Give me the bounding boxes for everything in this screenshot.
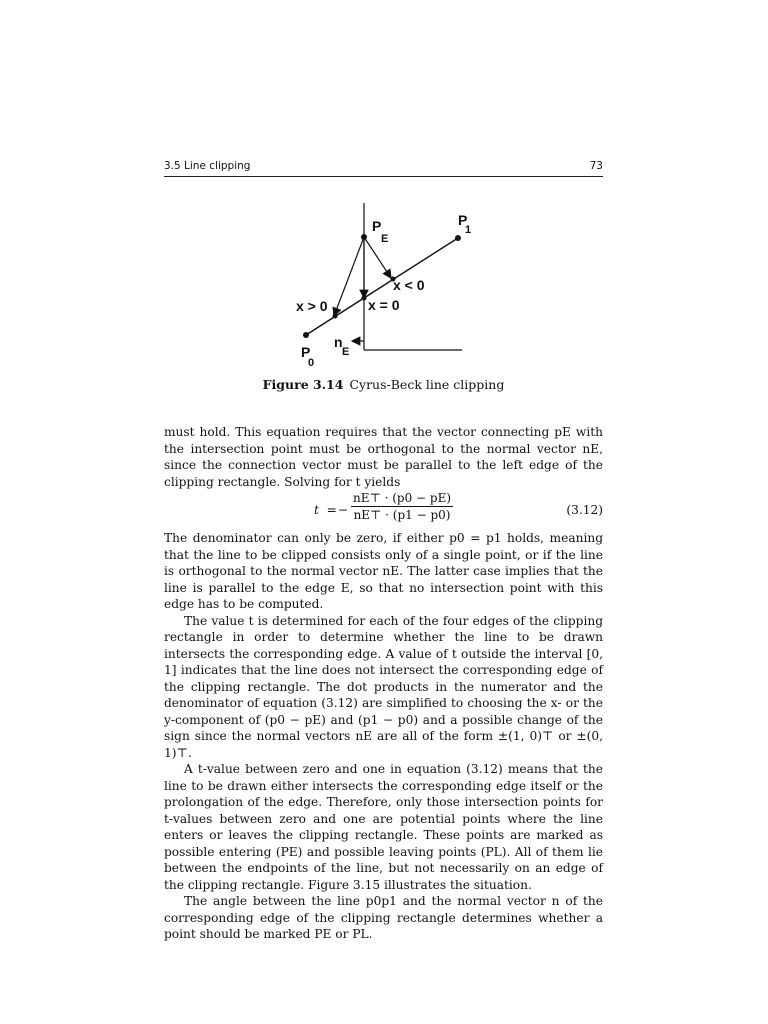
label-x-lt: x < 0 (393, 277, 425, 293)
paragraph-1: must hold. This equation requires that the vector connecting pE with the intersection point must be orthogonal to the normal vector nE, since the connection vector must be parallel to the left edge of the clipping rectangle. Solving for t yields (164, 425, 603, 489)
cyrus-beck-figure (260, 195, 510, 380)
point-p1 (455, 235, 461, 241)
vector-pe-to-gt (334, 237, 364, 316)
label-ne-sub: E (342, 346, 350, 358)
eq-minus: − (338, 503, 349, 517)
point-pe (361, 234, 367, 240)
eq-fraction (351, 490, 453, 523)
label-pe-sub: E (381, 233, 389, 245)
page-number: 73 (589, 160, 603, 172)
label-p0: P (301, 344, 311, 360)
eq-numerator: nE⊤ · (p0 − pE) (353, 491, 452, 505)
eq-lhs: t = (314, 503, 337, 517)
paragraph-5: The angle between the line p0p1 and the normal vector n of the corresponding edge of the clipping rectangle determines whether a point should be marked PE or PL. (164, 894, 603, 941)
figure-caption (164, 377, 603, 392)
eq-label: (3.12) (566, 503, 603, 517)
label-p1-sub: 1 (465, 224, 472, 236)
section-title: 3.5 Line clipping (164, 160, 251, 172)
label-x-gt: x > 0 (296, 298, 328, 314)
running-header (164, 160, 603, 177)
paragraph-4: A t-value between zero and one in equation (3.12) means that the line to be drawn either intersects the corresponding edge itself or the prolongation of the edge. Therefore, only those intersection points for t-values between zero and one are potential points where the line enters or leaves the clipping rectangle. These points are marked as possible entering (PE) and possible leaving points (PL). All of them lie between the endpoints of the line, but not necessarily on an edge of the clipping rectangle. Figure 3.15 illustrates the situation. (164, 762, 603, 892)
line-p0-p1 (306, 238, 458, 335)
caption-text: Cyrus-Beck line clipping (349, 377, 505, 392)
paragraph-3: The value t is determined for each of the four edges of the clipping rectangle in order to determine whether the line to be drawn intersects the corresponding edge. A value of t outside the interval [0, 1] indicates that the line does not intersect the corresponding edge of the clipping rectangle. The dot products in the numerator and the denominator of equation (3.12) are simplified to choosing the x- or the y-component of (p0 − pE) and (p1 − p0) and a possible change of the sign since the normal vectors nE are all of the form ±(1, 0)⊤ or ±(0, 1)⊤. (164, 613, 603, 760)
label-p0-sub: 0 (308, 357, 315, 369)
eq-denominator: nE⊤ · (p1 − p0) (353, 508, 451, 522)
label-ne: n (334, 334, 343, 350)
point-intersection (362, 296, 367, 301)
paragraph-2: The denominator can only be zero, if either p0 = p1 holds, meaning that the line to be clipped consists only of a single point, or if the line is orthogonal to the normal vector nE. The latter case implies that the line is parallel to the edge E, so that no intersection point with this edge has to be computed. (164, 531, 603, 611)
label-x-eq: x = 0 (368, 297, 400, 313)
point-gt (333, 314, 338, 319)
caption-number: Figure 3.14 (262, 377, 344, 392)
equation-3-12 (164, 490, 603, 530)
body-text (164, 424, 603, 943)
point-p0 (303, 332, 309, 338)
label-pe: P (372, 218, 382, 234)
label-p1: P (458, 212, 468, 228)
